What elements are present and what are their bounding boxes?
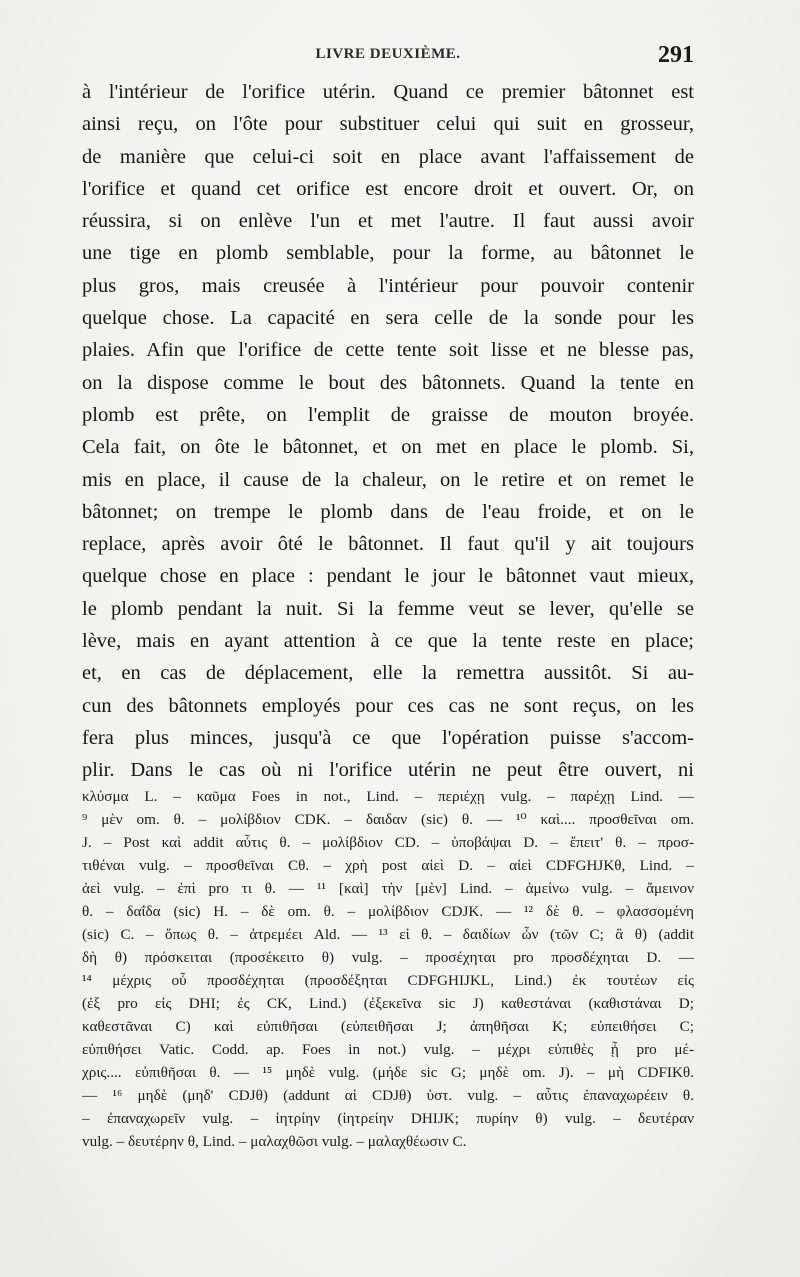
footnote-line: – ἐπαναχωρεῖν vulg. – ἰητρίην (ἰητρείην DHIJK; πυρίην θ) vulg. – δευτέραν bbox=[82, 1110, 694, 1127]
text-line: cun des bâtonnets employés pour ces cas ne sont reçus, on les bbox=[82, 694, 694, 717]
text-line: à l'intérieur de l'orifice utérin. Quand ce premier bâtonnet est bbox=[82, 81, 694, 103]
text-line: l'orifice et quand cet orifice est encore droit et ouvert. Or, on bbox=[82, 177, 694, 200]
page-number: 291 bbox=[658, 42, 694, 68]
footnote-line: καθεστᾶναι C) καὶ εὐπιθῆσαι (εὐπειθῆσαι J; ἀπηθῆσαι K; εὐπειθήσει C; bbox=[82, 1018, 694, 1035]
text-line: fera plus minces, jusqu'à ce que l'opération puisse s'accom- bbox=[82, 726, 694, 749]
text-line: bâtonnet; on trempe le plomb dans de l'eau froide, et on le bbox=[82, 500, 694, 523]
text-line: Cela fait, on ôte le bâtonnet, et on met en place le plomb. Si, bbox=[82, 436, 694, 459]
footnote-line: (ἐξ pro εἰς DHI; ἐς CK, Lind.) (ἐξεκεῖνα sic J) καθεστάναι (καθιστάναι D; bbox=[82, 995, 694, 1012]
text-line: mis en place, il cause de la chaleur, on le retire et on remet le bbox=[82, 468, 694, 491]
text-line: une tige en plomb semblable, pour la forme, au bâtonnet le bbox=[82, 242, 694, 265]
text-line: ainsi reçu, on l'ôte pour substituer celui qui suit en grosseur, bbox=[82, 113, 694, 136]
footnote-line: τιθέναι vulg. – προσθεῖναι Cθ. – χρὴ post αἰεὶ D. – αἰεὶ CDFGHJKθ, Lind. – bbox=[82, 857, 694, 874]
text-line: quelque chose. La capacité en sera celle de la sonde pour les bbox=[82, 307, 694, 330]
footnote-line: (sic) C. – ὅπως θ. – ἀτρεμέει Ald. — ¹³ εἰ θ. – δαιδίων ὧν (τῶν C; ἃ θ) (addit bbox=[82, 926, 694, 943]
text-line: lève, mais en ayant attention à ce que la tente reste en place; bbox=[82, 630, 694, 653]
footnote-line: ¹⁴ μέχρις οὗ προσδέχηται (προσδέξηται CDFGHIJKL, Lind.) ἐκ τουτέων εἰς bbox=[82, 972, 694, 989]
footnote-line: ἀεὶ vulg. – ἐπὶ pro τι θ. — ¹¹ [καὶ] τὴν [μὲν] Lind. – ἀμείνω vulg. – ἄμεινον bbox=[82, 880, 694, 897]
footnote-line: χρις.... εὐπιθῆσαι θ. — ¹⁵ μηδὲ vulg. (μήδε sic G; μηδὲ om. J). – μὴ CDFIKθ. bbox=[82, 1064, 694, 1081]
footnote-line: θ. – δαΐδα (sic) H. – δὲ om. θ. – μολίβδιον CDJK. — ¹² δὲ θ. – φλασσομένη bbox=[82, 903, 694, 920]
footnotes bbox=[82, 785, 694, 1153]
footnote-line: εὐπιθήσει Vatic. Codd. ap. Foes in not.) vulg. – μέχρι εὐπιθὲς ᾖ pro μέ- bbox=[82, 1041, 694, 1058]
text-line: replace, après avoir ôté le bâtonnet. Il faut qu'il y ait toujours bbox=[82, 533, 694, 556]
text-line: plir. Dans le cas où ni l'orifice utérin ne peut être ouvert, ni bbox=[82, 759, 694, 782]
text-line: réussira, si on enlève l'un et met l'autre. Il faut aussi avoir bbox=[82, 210, 694, 233]
text-line: de manière que celui-ci soit en place avant l'affaissement de bbox=[82, 145, 694, 168]
text-line: quelque chose en place : pendant le jour le bâtonnet vaut mieux, bbox=[82, 565, 694, 588]
footnote-line: — ¹⁶ μηδὲ (μηδ' CDJθ) (addunt αἱ CDJθ) ὑστ. vulg. – αὖτις ἐπαναχωρέειν θ. bbox=[82, 1087, 694, 1104]
footnote-line: ⁹ μὲν om. θ. – μολίβδιον CDK. – δαιδαν (sic) θ. — ¹⁰ καὶ.... προσθεῖναι om. bbox=[82, 811, 694, 828]
text-line: le plomb pendant la nuit. Si la femme veut se lever, qu'elle se bbox=[82, 597, 694, 620]
running-head: LIVRE DEUXIÈME. bbox=[315, 46, 461, 62]
text-line: on la dispose comme le bout des bâtonnets. Quand la tente en bbox=[82, 371, 694, 394]
main-text bbox=[82, 76, 694, 787]
text-line: plus gros, mais creusée à l'intérieur pour pouvoir contenir bbox=[82, 274, 694, 297]
footnote-line: δὴ θ) πρόσκειται (προσέκειτο θ) vulg. – προσέχηται pro προσδέχηται D. — bbox=[82, 949, 694, 966]
text-line: et, en cas de déplacement, elle la remettra aussitôt. Si au- bbox=[82, 662, 694, 685]
footnote-line: J. – Post καὶ addit αὖτις θ. – μολίβδιον CD. – ὑποβάψαι D. – ἔπειτ' θ. – προσ- bbox=[82, 834, 694, 851]
page-header bbox=[82, 42, 694, 72]
text-line: plomb est prête, on l'emplit de graisse de mouton broyée. bbox=[82, 403, 694, 426]
footnote-line: vulg. – δευτέρην θ, Lind. – μαλαχθῶσι vulg. – μαλαχθέωσιν C. bbox=[82, 1133, 467, 1150]
footnote-line: κλύσμα L. – καῦμα Foes in not., Lind. – περιέχῃ vulg. – παρέχῃ Lind. — bbox=[82, 788, 694, 805]
text-line: plaies. Afin que l'orifice de cette tente soit lisse et ne blesse pas, bbox=[82, 339, 694, 362]
